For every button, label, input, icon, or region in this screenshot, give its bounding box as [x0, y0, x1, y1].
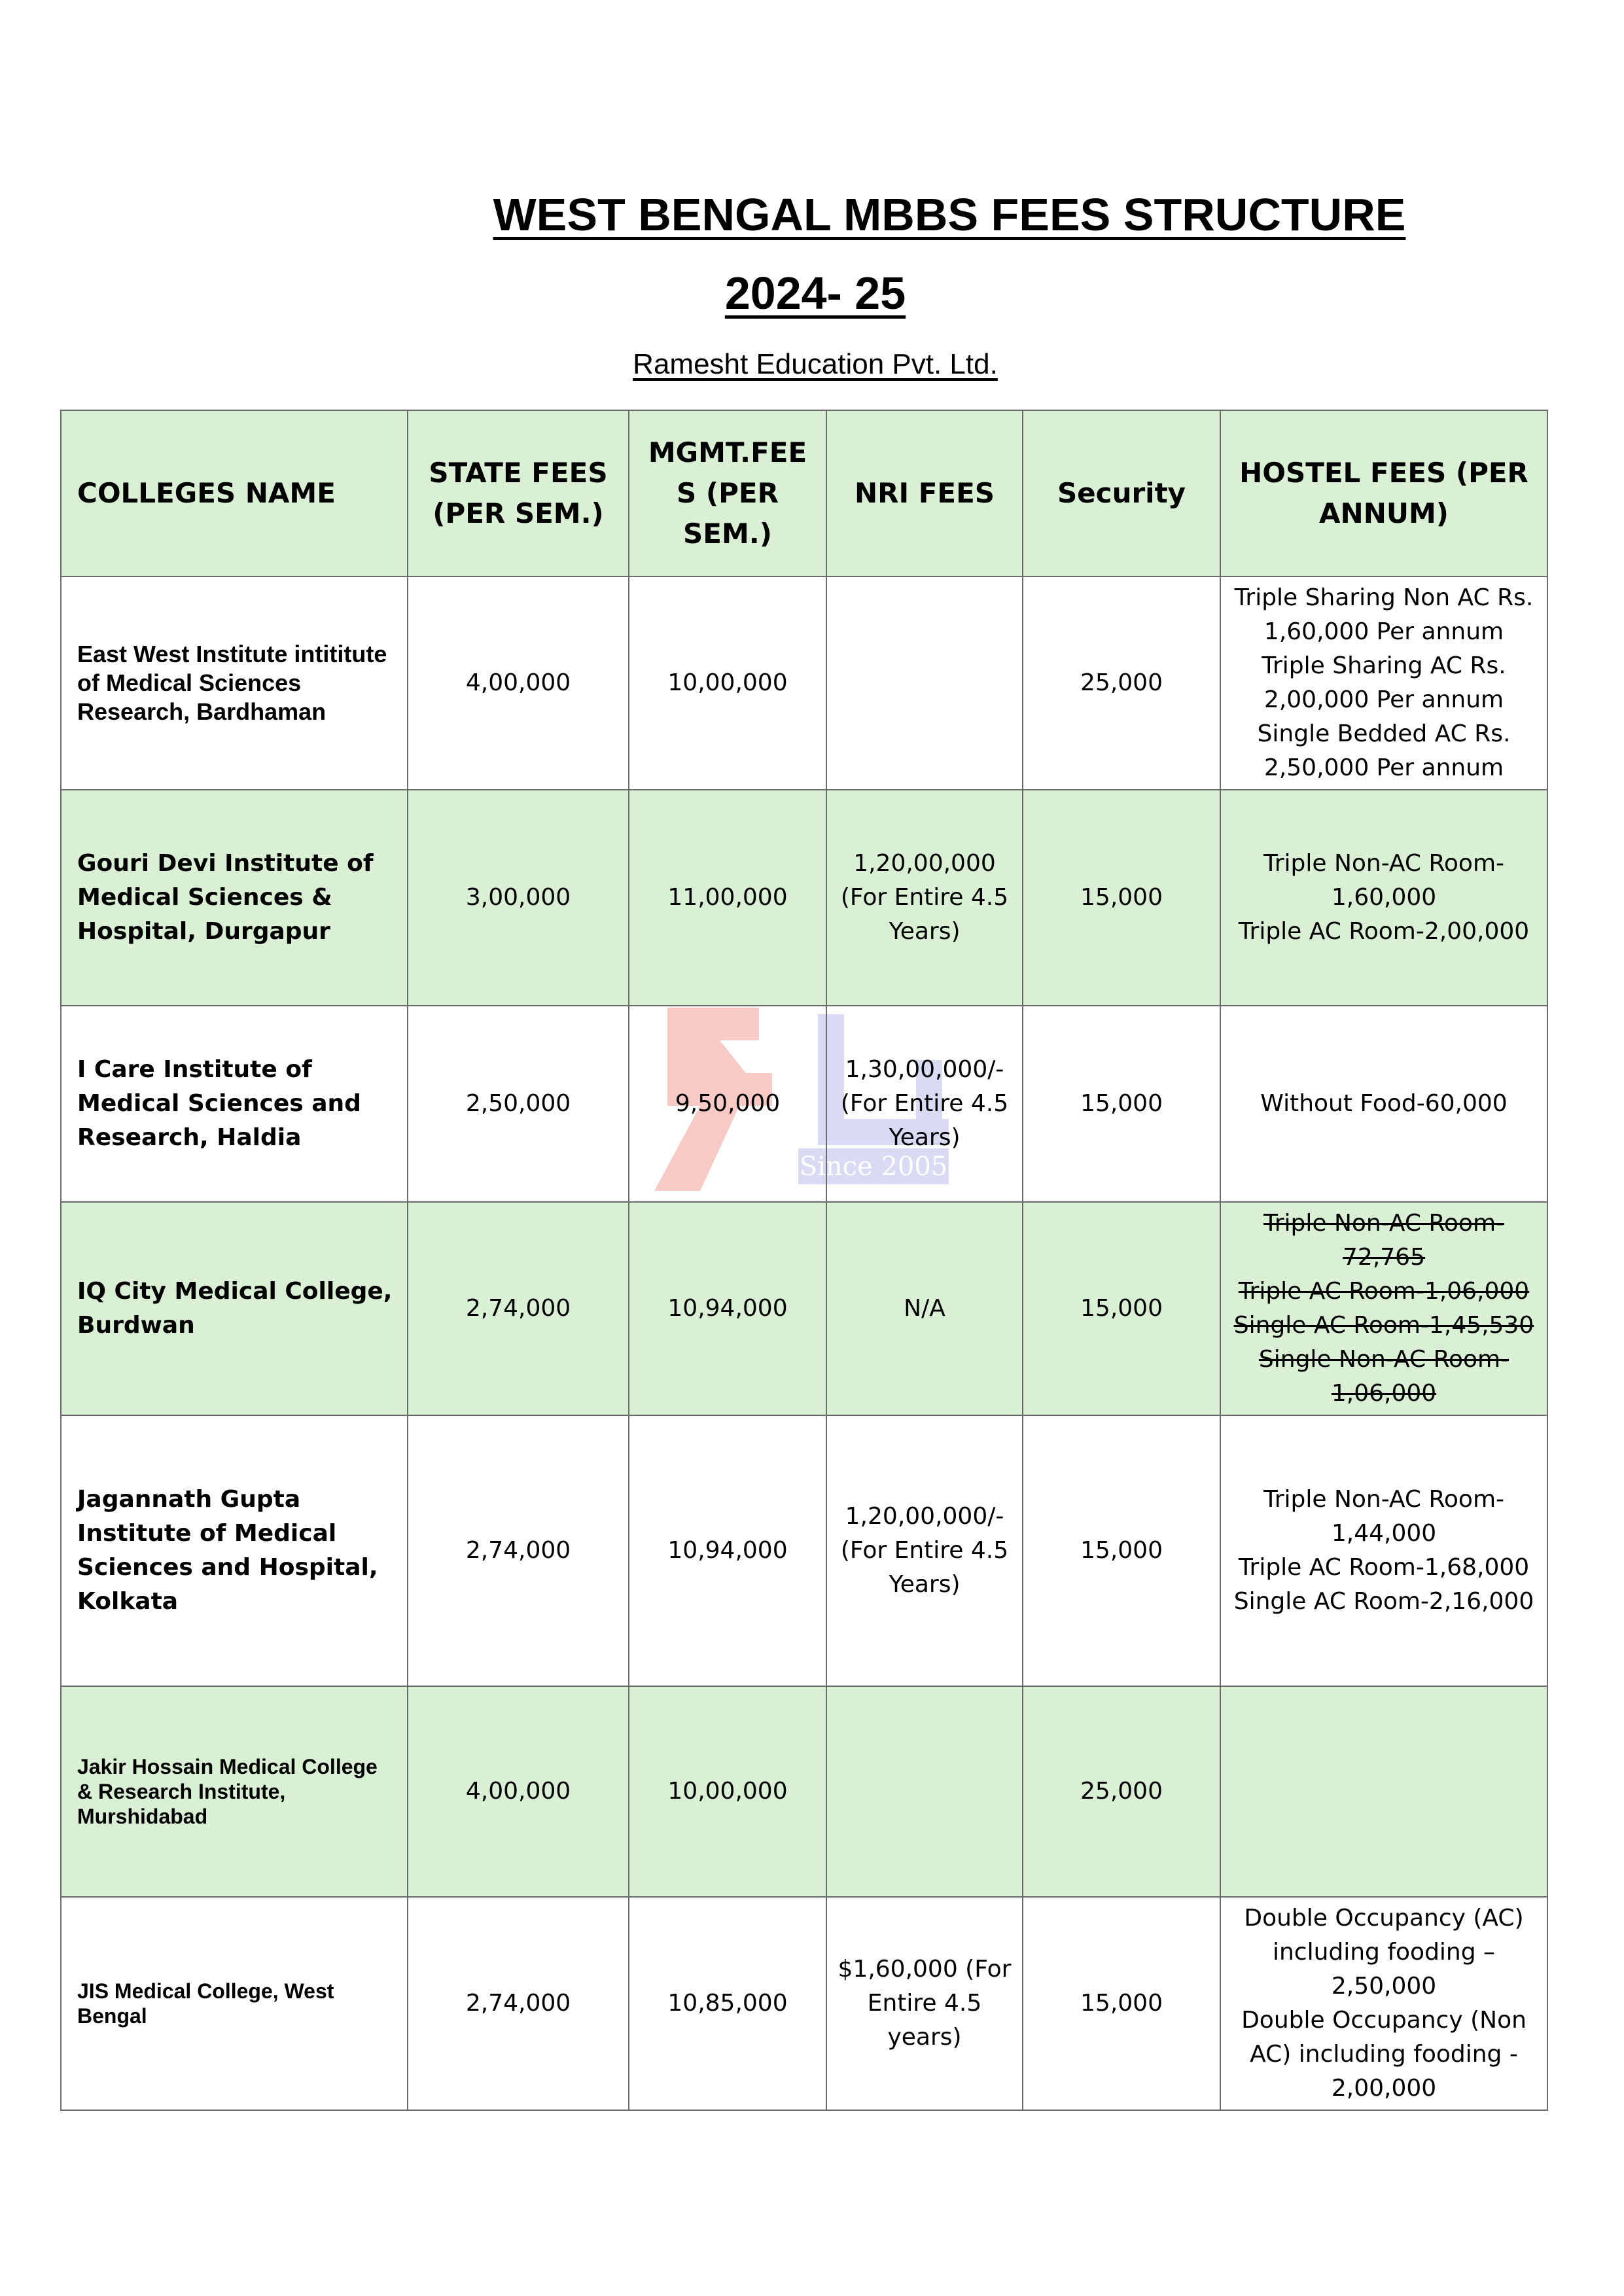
hostel-line: Triple Non-AC Room-: [1263, 1210, 1504, 1237]
hostel-fees: [1220, 1202, 1547, 1415]
page-year: 2024- 25: [724, 268, 906, 319]
college-name: Jakir Hossain Medical College & Research Institute, Murshidabad: [61, 1686, 408, 1897]
header-college: COLLEGES NAME: [61, 410, 408, 576]
hostel-line: 2,00,000 Per annum: [1263, 686, 1504, 713]
hostel-fees: [1220, 790, 1547, 1006]
header-hostel-fees: HOSTEL FEES (PER ANNUM): [1220, 410, 1547, 576]
hostel-line: Single Bedded AC Rs.: [1257, 720, 1511, 747]
hostel-line: 1,60,000: [1331, 884, 1437, 911]
hostel-line: Triple Sharing Non AC Rs.: [1234, 584, 1534, 611]
hostel-line: 1,60,000 Per annum: [1263, 618, 1504, 645]
hostel-line: including fooding –: [1272, 1939, 1496, 1966]
page-subtitle: Ramesht Education Pvt. Ltd.: [633, 348, 998, 380]
mgmt-fees: 11,00,000: [629, 790, 826, 1006]
nri-fees: 1,20,00,000 (For Entire 4.5 Years): [826, 790, 1023, 1006]
mgmt-fees: 10,85,000: [629, 1897, 826, 2110]
table-row: [61, 1202, 1547, 1415]
nri-fees: 1,30,00,000/- (For Entire 4.5 Years): [826, 1006, 1023, 1202]
hostel-fees: [1220, 1686, 1547, 1897]
hostel-fees: [1220, 1897, 1547, 2110]
hostel-line: 72,765: [1343, 1244, 1425, 1271]
state-fees: 4,00,000: [408, 576, 629, 790]
hostel-line: Without Food-60,000: [1260, 1090, 1508, 1117]
hostel-line: 1,06,000: [1331, 1380, 1437, 1407]
hostel-line: 1,44,000: [1331, 1520, 1437, 1547]
college-name: IQ City Medical College, Burdwan: [61, 1202, 408, 1415]
college-name: East West Institute intititute of Medical Sciences Research, Bardhaman: [61, 576, 408, 790]
nri-fees: 1,20,00,000/- (For Entire 4.5 Years): [826, 1415, 1023, 1686]
hostel-line: Single Non-AC Room-: [1258, 1346, 1509, 1373]
table-row: [61, 1006, 1547, 1202]
table-header-row: [61, 410, 1547, 576]
hostel-line: Triple AC Room-1,68,000: [1238, 1554, 1530, 1581]
nri-fees: N/A: [826, 1202, 1023, 1415]
header-mgmt-fees: MGMT.FEES (PER SEM.): [629, 410, 826, 576]
security-fee: 25,000: [1023, 576, 1220, 790]
table-row: [61, 1897, 1547, 2110]
hostel-line: Triple Sharing AC Rs.: [1262, 652, 1506, 679]
hostel-line: 2,50,000: [1331, 1973, 1437, 2000]
security-fee: 15,000: [1023, 1202, 1220, 1415]
college-name: Jagannath Gupta Institute of Medical Sciences and Hospital, Kolkata: [61, 1415, 408, 1686]
state-fees: 4,00,000: [408, 1686, 629, 1897]
hostel-line: Single AC Room-1,45,530: [1233, 1312, 1534, 1339]
hostel-fees: [1220, 1415, 1547, 1686]
hostel-fees: [1220, 576, 1547, 790]
table-row: [61, 1686, 1547, 1897]
watermark-text: Since 2005: [799, 1152, 948, 1182]
nri-fees: [826, 576, 1023, 790]
mgmt-fees: 9,50,000: [629, 1006, 826, 1202]
security-fee: 15,000: [1023, 1006, 1220, 1202]
mgmt-fees: 10,00,000: [629, 576, 826, 790]
college-name: JIS Medical College, West Bengal: [61, 1897, 408, 2110]
security-fee: 15,000: [1023, 1897, 1220, 2110]
state-fees: 2,74,000: [408, 1202, 629, 1415]
table-row: [61, 1415, 1547, 1686]
hostel-line: Single AC Room-2,16,000: [1233, 1588, 1534, 1615]
header-nri-fees: NRI FEES: [826, 410, 1023, 576]
hostel-line: Triple AC Room-2,00,000: [1238, 918, 1530, 945]
header-state-fees: STATE FEES (PER SEM.): [408, 410, 629, 576]
hostel-line: AC) including fooding -: [1250, 2041, 1518, 2068]
state-fees: 3,00,000: [408, 790, 629, 1006]
mgmt-fees: 10,00,000: [629, 1686, 826, 1897]
mgmt-fees: 10,94,000: [629, 1202, 826, 1415]
fees-table: [60, 410, 1548, 2111]
hostel-line: Triple Non-AC Room-: [1263, 1486, 1504, 1513]
nri-fees: [826, 1686, 1023, 1897]
security-fee: 15,000: [1023, 1415, 1220, 1686]
state-fees: 2,74,000: [408, 1897, 629, 2110]
hostel-line: 2,50,000 Per annum: [1263, 754, 1504, 781]
security-fee: 25,000: [1023, 1686, 1220, 1897]
hostel-line: Triple Non-AC Room-: [1263, 850, 1504, 877]
page-title: WEST BENGAL MBBS FEES STRUCTURE: [493, 189, 1406, 240]
mgmt-fees: 10,94,000: [629, 1415, 826, 1686]
table-row: [61, 576, 1547, 790]
hostel-line: Double Occupancy (Non: [1241, 2007, 1527, 2034]
college-name: Gouri Devi Institute of Medical Sciences & Hospital, Durgapur: [61, 790, 408, 1006]
college-name: I Care Institute of Medical Sciences and Research, Haldia: [61, 1006, 408, 1202]
state-fees: 2,50,000: [408, 1006, 629, 1202]
hostel-line: 2,00,000: [1331, 2075, 1437, 2102]
header-security: Security: [1023, 410, 1220, 576]
hostel-fees: [1220, 1006, 1547, 1202]
state-fees: 2,74,000: [408, 1415, 629, 1686]
hostel-line: Double Occupancy (AC): [1244, 1905, 1524, 1932]
table-row: [61, 790, 1547, 1006]
security-fee: 15,000: [1023, 790, 1220, 1006]
nri-fees: $1,60,000 (For Entire 4.5 years): [826, 1897, 1023, 2110]
hostel-line: Triple AC Room-1,06,000: [1238, 1278, 1530, 1305]
